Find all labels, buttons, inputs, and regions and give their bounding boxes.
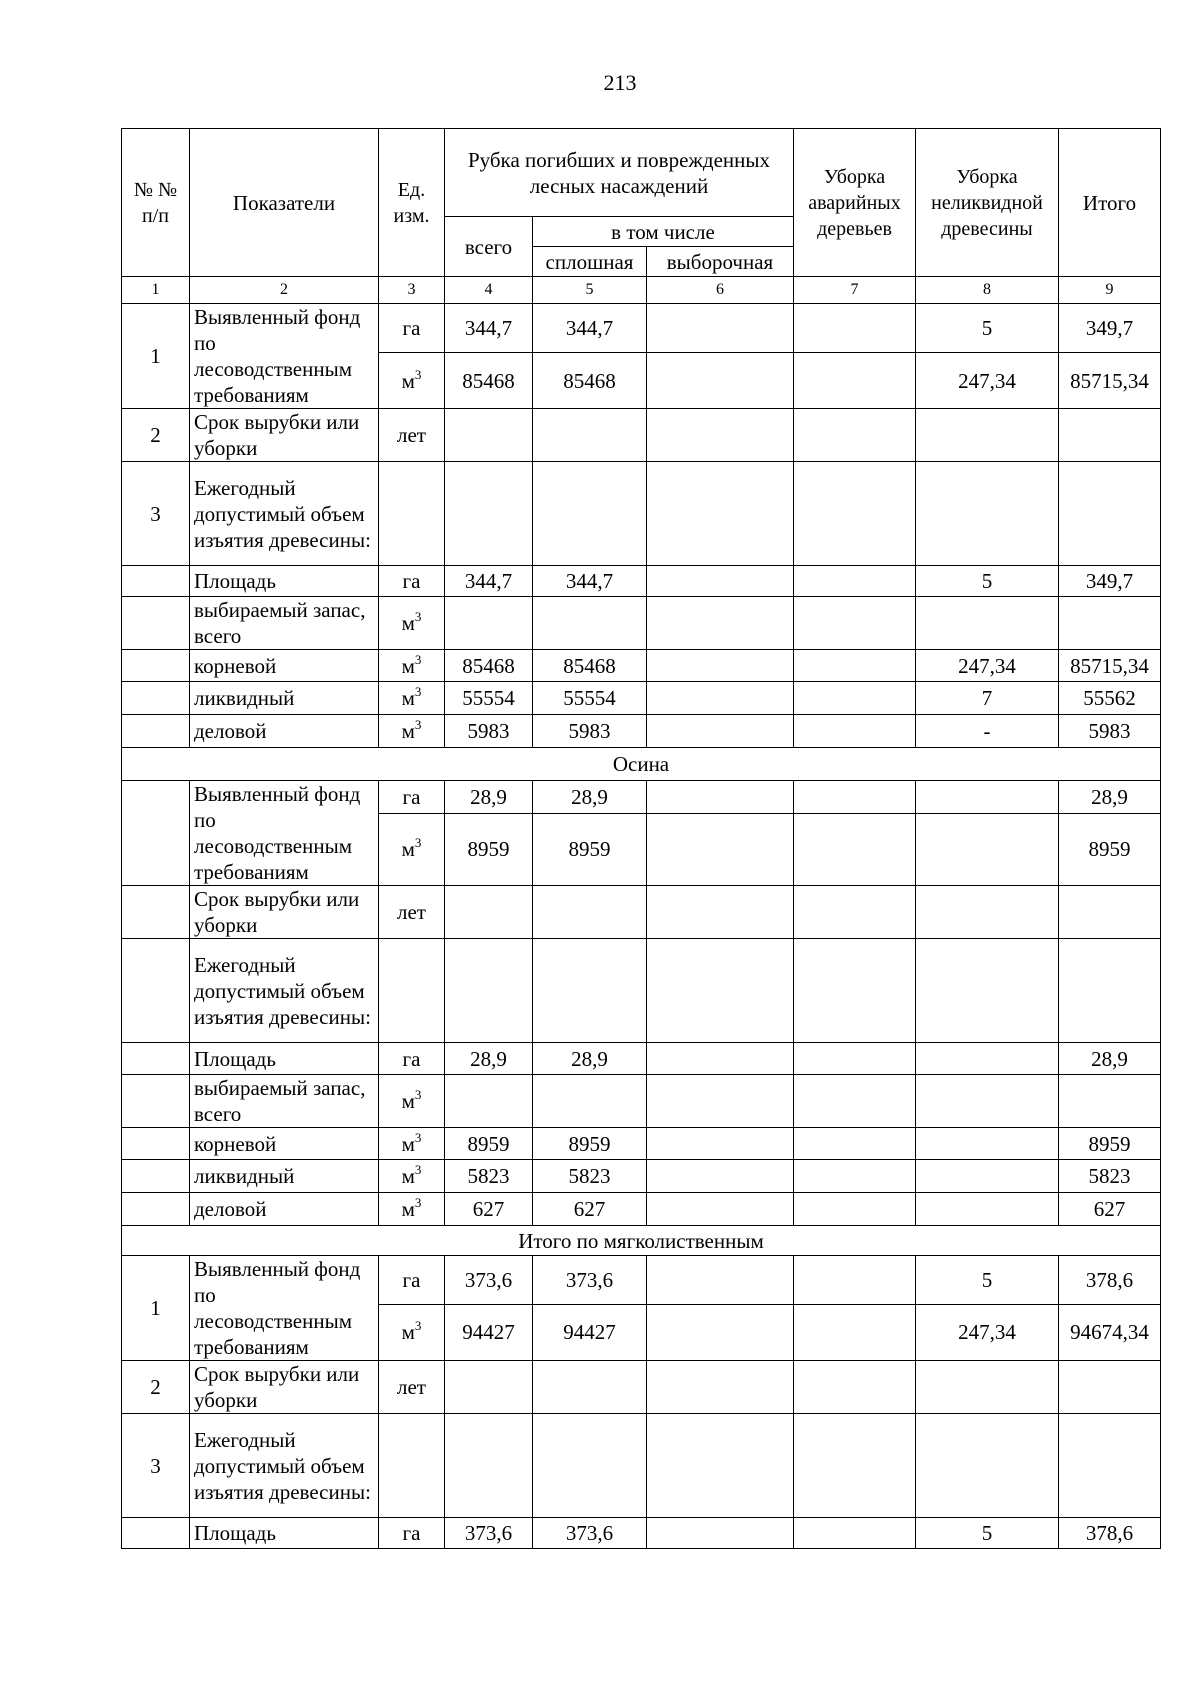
table-row (122, 1256, 1161, 1305)
value-cell: 85468 (445, 650, 533, 682)
forestry-table (121, 128, 1161, 1549)
value-cell: 5983 (533, 715, 647, 748)
unit-cell: $м^3$ (379, 597, 445, 650)
table-row (122, 1361, 1161, 1414)
value-cell (916, 781, 1059, 814)
unit-cell: га (379, 1518, 445, 1549)
value-cell: 8959 (1059, 1128, 1161, 1160)
indicator-label: Срок вырубки или уборки (190, 886, 379, 939)
unit-cell: $м^3$ (379, 650, 445, 682)
value-cell: 344,7 (445, 304, 533, 353)
indicator-label: ликвидный (190, 1160, 379, 1193)
value-cell (647, 566, 794, 597)
value-cell (647, 1256, 794, 1305)
table-row (122, 462, 1161, 566)
table-row (122, 682, 1161, 715)
value-cell: 349,7 (1059, 304, 1161, 353)
value-cell (647, 1304, 794, 1360)
value-cell: - (916, 715, 1059, 748)
value-cell: 8959 (533, 1128, 647, 1160)
row-number: 3 (122, 462, 190, 566)
indicator-label: Выявленный фонд по лесоводственным требованиям (190, 1256, 379, 1361)
value-cell (794, 682, 916, 715)
indicator-label: выбираемый запас, всего (190, 597, 379, 650)
header-including: в том числе (533, 217, 794, 247)
value-cell: 5 (916, 304, 1059, 353)
indicator-label: ликвидный (190, 682, 379, 715)
unit-cell: га (379, 1256, 445, 1305)
table-row (122, 1414, 1161, 1518)
col-index: 4 (445, 277, 533, 304)
table-row (122, 409, 1161, 462)
indicator-label: Площадь (190, 1518, 379, 1549)
unit-cell: $м^3$ (379, 682, 445, 715)
table-row (122, 886, 1161, 939)
table-row (122, 1128, 1161, 1160)
value-cell: 28,9 (1059, 1043, 1161, 1075)
row-number: 2 (122, 409, 190, 462)
header-unit: Ед. изм. (379, 129, 445, 277)
value-cell: 55562 (1059, 682, 1161, 715)
value-cell: 5 (916, 566, 1059, 597)
value-cell: 627 (1059, 1193, 1161, 1226)
table-row (122, 781, 1161, 814)
table-row (122, 1193, 1161, 1226)
row-number: 3 (122, 1414, 190, 1518)
table-row (122, 1518, 1161, 1549)
col-index: 6 (647, 277, 794, 304)
unit-cell: га (379, 1043, 445, 1075)
indicator-label: Ежегодный допустимый объем изъятия древесины: (190, 939, 379, 1043)
value-cell: 5823 (1059, 1160, 1161, 1193)
header-clear: сплошная (533, 247, 647, 277)
table-row (122, 597, 1161, 650)
section-row (122, 748, 1161, 781)
value-cell (794, 1518, 916, 1549)
unit-cell: $м^3$ (379, 1304, 445, 1360)
value-cell: 373,6 (533, 1518, 647, 1549)
value-cell: 94427 (533, 1304, 647, 1360)
unit-cell: га (379, 304, 445, 353)
value-cell: 247,34 (916, 650, 1059, 682)
value-cell (794, 1193, 916, 1226)
value-cell: 8959 (445, 813, 533, 885)
col-index: 8 (916, 277, 1059, 304)
section-title: Осина (122, 748, 1161, 781)
value-cell (794, 650, 916, 682)
unit-cell: $м^3$ (379, 1075, 445, 1128)
unit-cell: га (379, 566, 445, 597)
section-row (122, 1226, 1161, 1256)
value-cell (794, 813, 916, 885)
value-cell (647, 1193, 794, 1226)
unit-cell: лет (379, 886, 445, 939)
value-cell (647, 650, 794, 682)
col-index: 1 (122, 277, 190, 304)
value-cell (647, 1160, 794, 1193)
value-cell (794, 1304, 916, 1360)
value-cell (647, 1043, 794, 1075)
value-cell (794, 781, 916, 814)
value-cell (794, 1160, 916, 1193)
table-row (122, 566, 1161, 597)
value-cell: 627 (445, 1193, 533, 1226)
indicator-label: Ежегодный допустимый объем изъятия древесины: (190, 1414, 379, 1518)
table-row (122, 1160, 1161, 1193)
value-cell: 8959 (1059, 813, 1161, 885)
header-result: Итого (1059, 129, 1161, 277)
value-cell: 344,7 (533, 566, 647, 597)
value-cell (916, 1160, 1059, 1193)
unit-cell: га (379, 781, 445, 814)
col-index: 3 (379, 277, 445, 304)
value-cell (794, 353, 916, 409)
value-cell (794, 1256, 916, 1305)
unit-cell: $м^3$ (379, 715, 445, 748)
value-cell: 28,9 (533, 1043, 647, 1075)
value-cell: 55554 (533, 682, 647, 715)
value-cell: 5823 (445, 1160, 533, 1193)
table-row (122, 715, 1161, 748)
indicator-label: Площадь (190, 1043, 379, 1075)
value-cell (647, 304, 794, 353)
value-cell (794, 1128, 916, 1160)
unit-cell: $м^3$ (379, 1160, 445, 1193)
value-cell: 85468 (445, 353, 533, 409)
table-row (122, 1043, 1161, 1075)
value-cell: 28,9 (1059, 781, 1161, 814)
row-number: 1 (122, 304, 190, 409)
value-cell: 5 (916, 1518, 1059, 1549)
value-cell (647, 781, 794, 814)
header-indicator: Показатели (190, 129, 379, 277)
value-cell (794, 566, 916, 597)
col-index: 9 (1059, 277, 1161, 304)
value-cell: 28,9 (533, 781, 647, 814)
value-cell: 344,7 (533, 304, 647, 353)
value-cell: 85468 (533, 353, 647, 409)
value-cell: 378,6 (1059, 1256, 1161, 1305)
header-illiquid: Уборка неликвидной древесины (916, 129, 1059, 277)
header-selective: выборочная (647, 247, 794, 277)
value-cell: 85715,34 (1059, 650, 1161, 682)
indicator-label: выбираемый запас, всего (190, 1075, 379, 1128)
value-cell: 8959 (533, 813, 647, 885)
value-cell: 55554 (445, 682, 533, 715)
unit-cell: $м^3$ (379, 813, 445, 885)
indicator-label: корневой (190, 650, 379, 682)
value-cell: 8959 (445, 1128, 533, 1160)
indicator-label: Ежегодный допустимый объем изъятия древесины: (190, 462, 379, 566)
value-cell: 28,9 (445, 781, 533, 814)
value-cell: 28,9 (445, 1043, 533, 1075)
value-cell (794, 1043, 916, 1075)
value-cell: 94427 (445, 1304, 533, 1360)
unit-cell: $м^3$ (379, 1128, 445, 1160)
value-cell: 247,34 (916, 353, 1059, 409)
row-number: 1 (122, 1256, 190, 1361)
col-index: 5 (533, 277, 647, 304)
header-row (122, 129, 1161, 217)
value-cell (916, 813, 1059, 885)
value-cell (647, 353, 794, 409)
table-row (122, 304, 1161, 353)
header-total-all: всего (445, 217, 533, 277)
value-cell: 7 (916, 682, 1059, 715)
indicator-label: деловой (190, 1193, 379, 1226)
col-index: 7 (794, 277, 916, 304)
header-num: № № п/п (122, 129, 190, 277)
section-title: Итого по мягколиственным (122, 1226, 1161, 1256)
col-index: 2 (190, 277, 379, 304)
value-cell: 5823 (533, 1160, 647, 1193)
value-cell: 5983 (445, 715, 533, 748)
value-cell: 5983 (1059, 715, 1161, 748)
header-felling: Рубка погибших и поврежденных лесных насаждений (445, 129, 794, 217)
value-cell: 373,6 (533, 1256, 647, 1305)
value-cell (647, 715, 794, 748)
value-cell: 378,6 (1059, 1518, 1161, 1549)
unit-cell: $м^3$ (379, 353, 445, 409)
page-number: 213 (603, 70, 637, 95)
value-cell (916, 1043, 1059, 1075)
column-index-row (122, 277, 1161, 304)
indicator-label: Выявленный фонд по лесоводственным требованиям (190, 304, 379, 409)
indicator-label: Выявленный фонд по лесоводственным требованиям (190, 781, 379, 886)
unit-cell: лет (379, 409, 445, 462)
value-cell (794, 304, 916, 353)
unit-cell: $м^3$ (379, 1193, 445, 1226)
value-cell (916, 1193, 1059, 1226)
unit-cell: лет (379, 1361, 445, 1414)
value-cell: 94674,34 (1059, 1304, 1161, 1360)
row-number: 2 (122, 1361, 190, 1414)
value-cell: 373,6 (445, 1256, 533, 1305)
indicator-label: деловой (190, 715, 379, 748)
indicator-label: корневой (190, 1128, 379, 1160)
indicator-label: Срок вырубки или уборки (190, 1361, 379, 1414)
value-cell: 373,6 (445, 1518, 533, 1549)
value-cell: 627 (533, 1193, 647, 1226)
value-cell: 85468 (533, 650, 647, 682)
value-cell (647, 1518, 794, 1549)
value-cell (647, 813, 794, 885)
value-cell (916, 1128, 1059, 1160)
value-cell (647, 682, 794, 715)
value-cell: 85715,34 (1059, 353, 1161, 409)
value-cell: 247,34 (916, 1304, 1059, 1360)
indicator-label: Площадь (190, 566, 379, 597)
value-cell: 344,7 (445, 566, 533, 597)
indicator-label: Срок вырубки или уборки (190, 409, 379, 462)
value-cell: 349,7 (1059, 566, 1161, 597)
header-emergency: Уборка аварийных деревьев (794, 129, 916, 277)
table-row (122, 1075, 1161, 1128)
value-cell (647, 1128, 794, 1160)
value-cell: 5 (916, 1256, 1059, 1305)
table-row (122, 939, 1161, 1043)
value-cell (794, 715, 916, 748)
table-row (122, 650, 1161, 682)
